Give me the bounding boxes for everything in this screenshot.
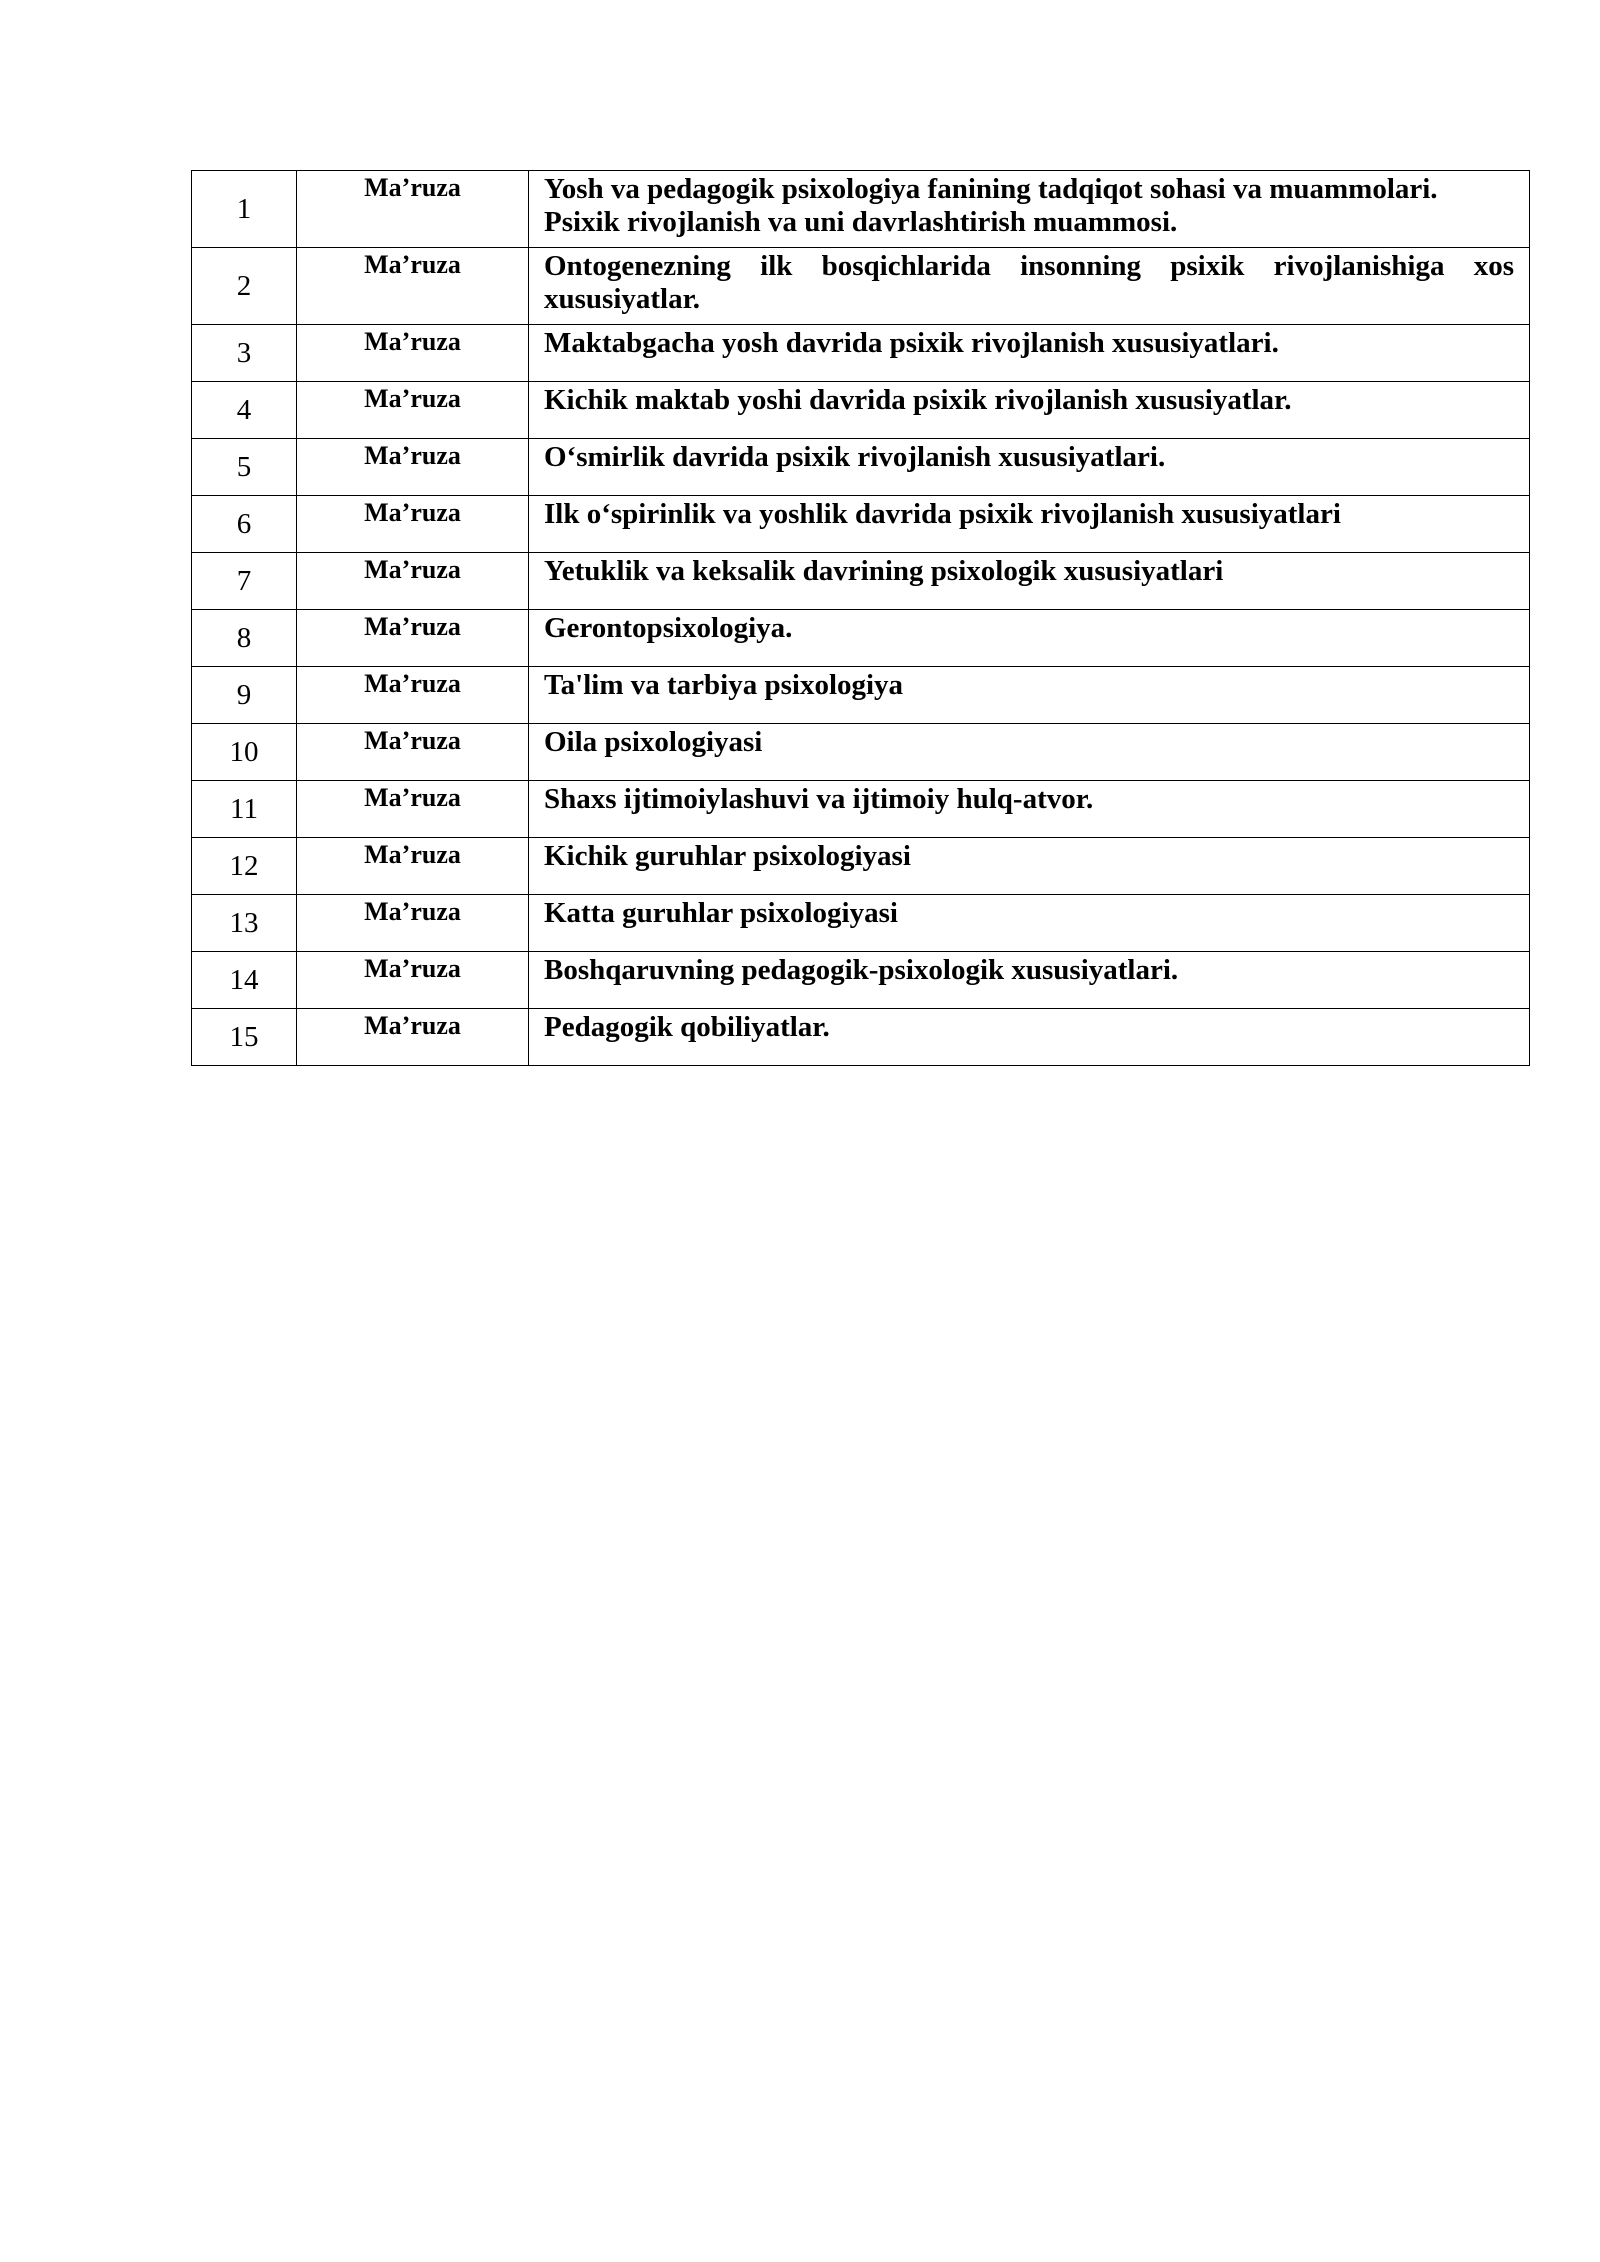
row-number: 13: [192, 895, 297, 952]
row-number: 11: [192, 781, 297, 838]
row-number: 3: [192, 325, 297, 382]
lesson-topic: Gerontopsixologiya.: [529, 610, 1530, 667]
lesson-topic-line: Yosh va pedagogik psixologiya fanining tadqiqot sohasi va muammolari.: [544, 173, 1438, 205]
lesson-type: Ma’ruza: [297, 895, 529, 952]
row-number: 4: [192, 382, 297, 439]
lesson-type: Ma’ruza: [297, 952, 529, 1009]
table-row: [192, 838, 1530, 895]
lesson-topic: Shaxs ijtimoiylashuvi va ijtimoiy hulq-atvor.: [529, 781, 1530, 838]
lesson-type: Ma’ruza: [297, 496, 529, 553]
lesson-type: Ma’ruza: [297, 781, 529, 838]
lesson-topic: [529, 171, 1530, 248]
lesson-topic: O‘smirlik davrida psixik rivojlanish xususiyatlari.: [529, 439, 1530, 496]
lesson-type: Ma’ruza: [297, 171, 529, 248]
table-row: [192, 382, 1530, 439]
row-number: 7: [192, 553, 297, 610]
lesson-topic: Boshqaruvning pedagogik-psixologik xususiyatlari.: [529, 952, 1530, 1009]
lesson-type: Ma’ruza: [297, 838, 529, 895]
lesson-topic: Ontogenezning ilk bosqichlarida insonning psixik rivojlanishiga xos xususiyatlar.: [529, 248, 1530, 325]
row-number: 9: [192, 667, 297, 724]
table-row: [192, 952, 1530, 1009]
table-row: [192, 1009, 1530, 1066]
lesson-topic: Kichik maktab yoshi davrida psixik rivojlanish xususiyatlar.: [529, 382, 1530, 439]
row-number: 12: [192, 838, 297, 895]
lesson-type: Ma’ruza: [297, 325, 529, 382]
lesson-type: Ma’ruza: [297, 248, 529, 325]
table-row: [192, 724, 1530, 781]
lesson-topic-line: Psixik rivojlanish va uni davrlashtirish muammosi.: [544, 206, 1178, 239]
table-row: [192, 248, 1530, 325]
lesson-type: Ma’ruza: [297, 724, 529, 781]
row-number: 15: [192, 1009, 297, 1066]
lesson-type: Ma’ruza: [297, 439, 529, 496]
table-row: [192, 610, 1530, 667]
row-number: 8: [192, 610, 297, 667]
row-number: 10: [192, 724, 297, 781]
lesson-topic: Kichik guruhlar psixologiyasi: [529, 838, 1530, 895]
table-row: [192, 781, 1530, 838]
lesson-topic: Maktabgacha yosh davrida psixik rivojlanish xususiyatlari.: [529, 325, 1530, 382]
lesson-type: Ma’ruza: [297, 667, 529, 724]
table-row: [192, 325, 1530, 382]
row-number: 14: [192, 952, 297, 1009]
table-row: [192, 895, 1530, 952]
lesson-topic: Yetuklik va keksalik davrining psixologik xususiyatlari: [529, 553, 1530, 610]
lesson-type: Ma’ruza: [297, 610, 529, 667]
lesson-type: Ma’ruza: [297, 553, 529, 610]
row-number: 6: [192, 496, 297, 553]
lesson-type: Ma’ruza: [297, 382, 529, 439]
lesson-topic: Pedagogik qobiliyatlar.: [529, 1009, 1530, 1066]
table-row: [192, 439, 1530, 496]
table-row: [192, 667, 1530, 724]
lesson-topic: Ilk o‘spirinlik va yoshlik davrida psixik rivojlanish xususiyatlari: [529, 496, 1530, 553]
lesson-topic: Ta'lim va tarbiya psixologiya: [529, 667, 1530, 724]
table-row: [192, 171, 1530, 248]
table-row: [192, 496, 1530, 553]
row-number: 5: [192, 439, 297, 496]
lesson-type: Ma’ruza: [297, 1009, 529, 1066]
lesson-topic: Oila psixologiyasi: [529, 724, 1530, 781]
row-number: 1: [192, 171, 297, 248]
lesson-topic: Katta guruhlar psixologiyasi: [529, 895, 1530, 952]
table-row: [192, 553, 1530, 610]
row-number: 2: [192, 248, 297, 325]
lecture-topics-table: [191, 170, 1530, 1066]
